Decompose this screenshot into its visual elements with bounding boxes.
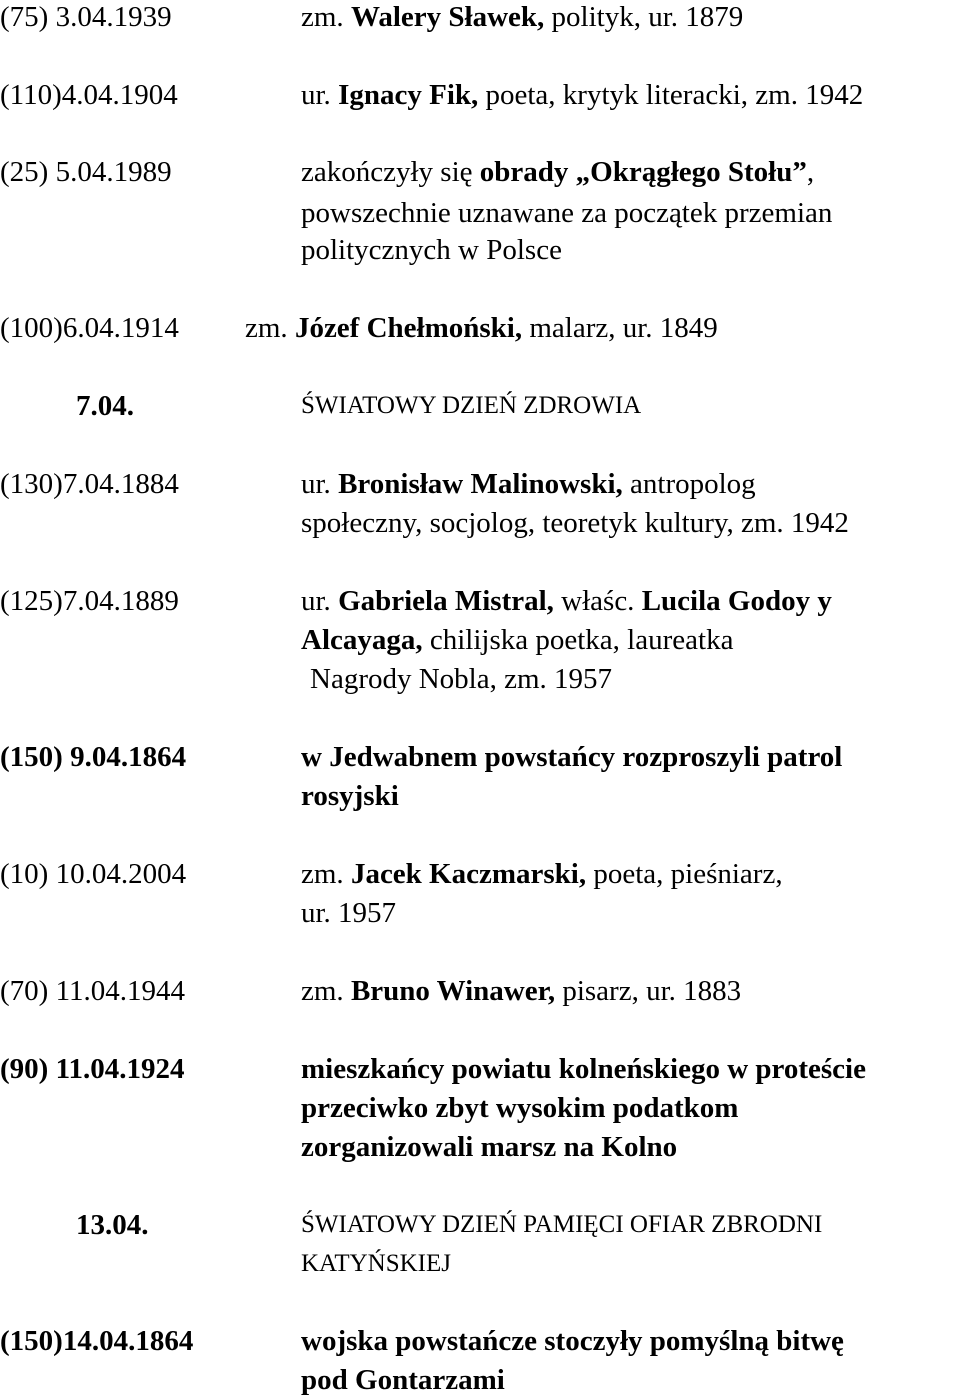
person-name: Bruno Winawer,	[350, 975, 556, 1007]
person-name: Walery Sławek,	[350, 1, 545, 33]
holiday-row	[0, 386, 960, 426]
entry-continuation: zorganizowali marsz na Kolno	[301, 1131, 678, 1163]
entry-date: (130)7.04.1884	[0, 468, 179, 500]
entry-row	[0, 75, 960, 115]
person-name: Gabriela Mistral,	[338, 585, 554, 617]
entry-date: (10) 10.04.2004	[0, 858, 187, 890]
entry-continuation: pod Gontarzami	[301, 1364, 505, 1396]
entry-row	[0, 0, 960, 37]
holiday-row	[0, 1205, 960, 1245]
entry-continuation: powszechnie uznawane za początek przemian	[301, 197, 833, 229]
entry-date: (150) 9.04.1864	[0, 741, 187, 773]
entry-description: mieszkańcy powiatu kolneńskiego w proteście	[301, 1053, 866, 1085]
entry-continuation: Nagrody Nobla, zm. 1957	[310, 663, 613, 695]
entry-row	[0, 152, 960, 192]
person-name: Ignacy Fik,	[338, 79, 479, 111]
entry-row	[0, 1049, 960, 1089]
entry-description: zm. Walery Sławek, polityk, ur. 1879	[301, 1, 744, 33]
holiday-title: ŚWIATOWY DZIEŃ PAMIĘCI OFIAR ZBRODNI	[301, 1211, 823, 1238]
entry-continuation: rosyjski	[301, 780, 399, 812]
entry-row	[0, 737, 960, 777]
holiday-date: 13.04.	[76, 1209, 149, 1241]
entry-date: (70) 11.04.1944	[0, 975, 185, 1007]
entry-description: zm. Jacek Kaczmarski, poeta, pieśniarz,	[301, 858, 783, 890]
entry-date: (125)7.04.1889	[0, 585, 179, 617]
entry-row	[0, 1321, 960, 1361]
entry-row	[0, 581, 960, 621]
entry-description: w Jedwabnem powstańcy rozproszyli patrol	[301, 741, 843, 773]
entry-description: zakończyły się obrady „Okrągłego Stołu”,	[301, 156, 815, 188]
person-name: Józef Chełmoński,	[294, 312, 523, 344]
entry-date: (150)14.04.1864	[0, 1325, 194, 1357]
entry-continuation: społeczny, socjolog, teoretyk kultury, zm. 1942	[301, 507, 849, 539]
entry-row	[0, 854, 960, 894]
holiday-title: ŚWIATOWY DZIEŃ ZDROWIA	[301, 392, 642, 419]
entry-continuation: przeciwko zbyt wysokim podatkom	[301, 1092, 739, 1124]
event-name: obrady „Okrągłego Stołu”	[479, 156, 807, 188]
entry-date: (25) 5.04.1989	[0, 156, 172, 188]
entry-continuation: Alcayaga, chilijska poetka, laureatka	[301, 624, 734, 656]
entry-description: wojska powstańcze stoczyły pomyślną bitwę	[301, 1325, 844, 1357]
person-name: Bronisław Malinowski,	[338, 468, 623, 500]
entry-row	[0, 308, 960, 348]
entry-row	[0, 464, 960, 504]
entry-date: (100)6.04.1914	[0, 312, 179, 344]
entry-continuation: ur. 1957	[301, 897, 397, 929]
entry-date: (75) 3.04.1939	[0, 1, 172, 33]
person-real-name: Lucila Godoy y	[641, 585, 832, 617]
entry-continuation: politycznych w Polsce	[301, 234, 562, 266]
entry-description: ur. Gabriela Mistral, właśc. Lucila Godoy y	[301, 585, 832, 617]
entry-date: (90) 11.04.1924	[0, 1053, 185, 1085]
holiday-date: 7.04.	[76, 390, 134, 422]
entry-description: zm. Józef Chełmoński, malarz, ur. 1849	[245, 312, 718, 344]
entry-description: ur. Ignacy Fik, poeta, krytyk literacki, zm. 1942	[301, 79, 864, 111]
person-name: Jacek Kaczmarski,	[350, 858, 587, 890]
entry-description: zm. Bruno Winawer, pisarz, ur. 1883	[301, 975, 742, 1007]
entry-description: ur. Bronisław Malinowski, antropolog	[301, 468, 756, 500]
entry-row	[0, 971, 960, 1011]
holiday-continuation: KATYŃSKIEJ	[301, 1250, 451, 1277]
entry-date: (110)4.04.1904	[0, 79, 178, 111]
